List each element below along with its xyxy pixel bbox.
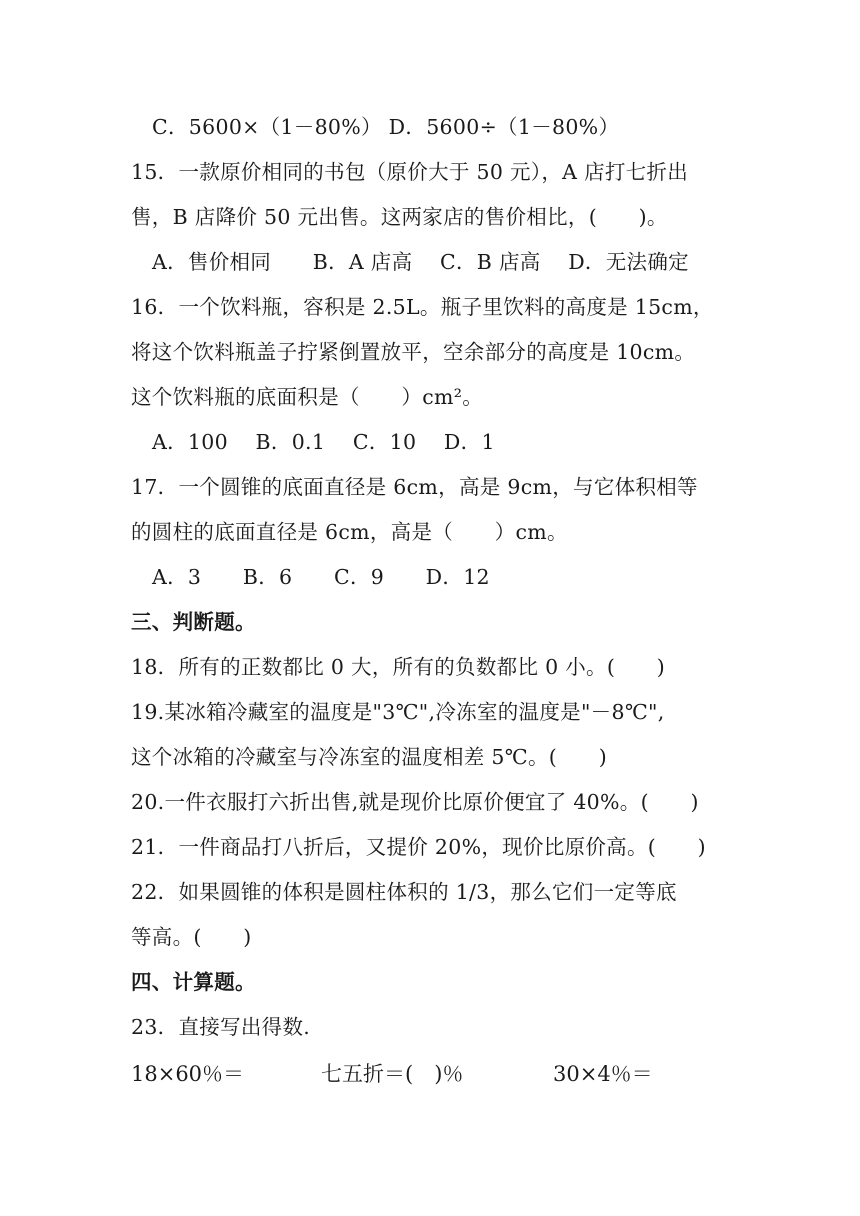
q17-stem-line1: 17．一个圆锥的底面直径是 6cm，高是 9cm，与它体积相等 <box>131 475 698 499</box>
q15-options: A．售价相同 B．A 店高 C．B 店高 D．无法确定 <box>152 250 689 274</box>
q23-stem: 23．直接写出得数. <box>131 1015 311 1039</box>
q15-stem-line2: 售，B 店降价 50 元出售。这两家店的售价相比，( )。 <box>131 205 668 229</box>
q21: 21．一件商品打八折后，又提价 20%，现价比原价高。( ) <box>131 835 706 859</box>
q19-line1: 19.某冰箱冷藏室的温度是"3℃",冷冻室的温度是"－8℃", <box>131 700 665 724</box>
q17-stem-line2: 的圆柱的底面直径是 6cm，高是（ ）cm。 <box>131 520 568 544</box>
q19-line2: 这个冰箱的冷藏室与冷冻室的温度相差 5℃。( ) <box>131 745 607 769</box>
calc-item-2: 七五折＝( )％ <box>321 1062 464 1086</box>
q23-calc-row <box>131 1060 741 1090</box>
q16-stem-line1: 16．一个饮料瓶，容积是 2.5L。瓶子里饮料的高度是 15cm， <box>131 295 714 319</box>
section-3-heading: 三、判断题。 <box>131 610 256 634</box>
q18: 18．所有的正数都比 0 大，所有的负数都比 0 小。( ) <box>131 655 666 679</box>
q22-line1: 22．如果圆锥的体积是圆柱体积的 1/3，那么它们一定等底 <box>131 880 677 904</box>
calc-item-3: 30×4％＝ <box>553 1062 653 1086</box>
q20: 20.一件衣服打六折出售,就是现价比原价便宜了 40%。( ) <box>131 790 699 814</box>
calc-item-1: 18×60％＝ <box>131 1062 245 1086</box>
q16-stem-line3: 这个饮料瓶的底面积是（ ）cm²。 <box>131 385 484 409</box>
q16-stem-line2: 将这个饮料瓶盖子拧紧倒置放平，空余部分的高度是 10cm。 <box>131 340 696 364</box>
q16-options: A．100 B．0.1 C．10 D．1 <box>152 430 495 454</box>
q17-options: A．3 B．6 C．9 D．12 <box>152 565 490 589</box>
q22-line2: 等高。( ) <box>131 925 252 949</box>
q14-options-cd: C．5600×（1－80%） D．5600÷（1－80%） <box>152 115 620 139</box>
q15-stem-line1: 15．一款原价相同的书包（原价大于 50 元），A 店打七折出 <box>131 160 689 184</box>
section-4-heading: 四、计算题。 <box>131 970 256 994</box>
